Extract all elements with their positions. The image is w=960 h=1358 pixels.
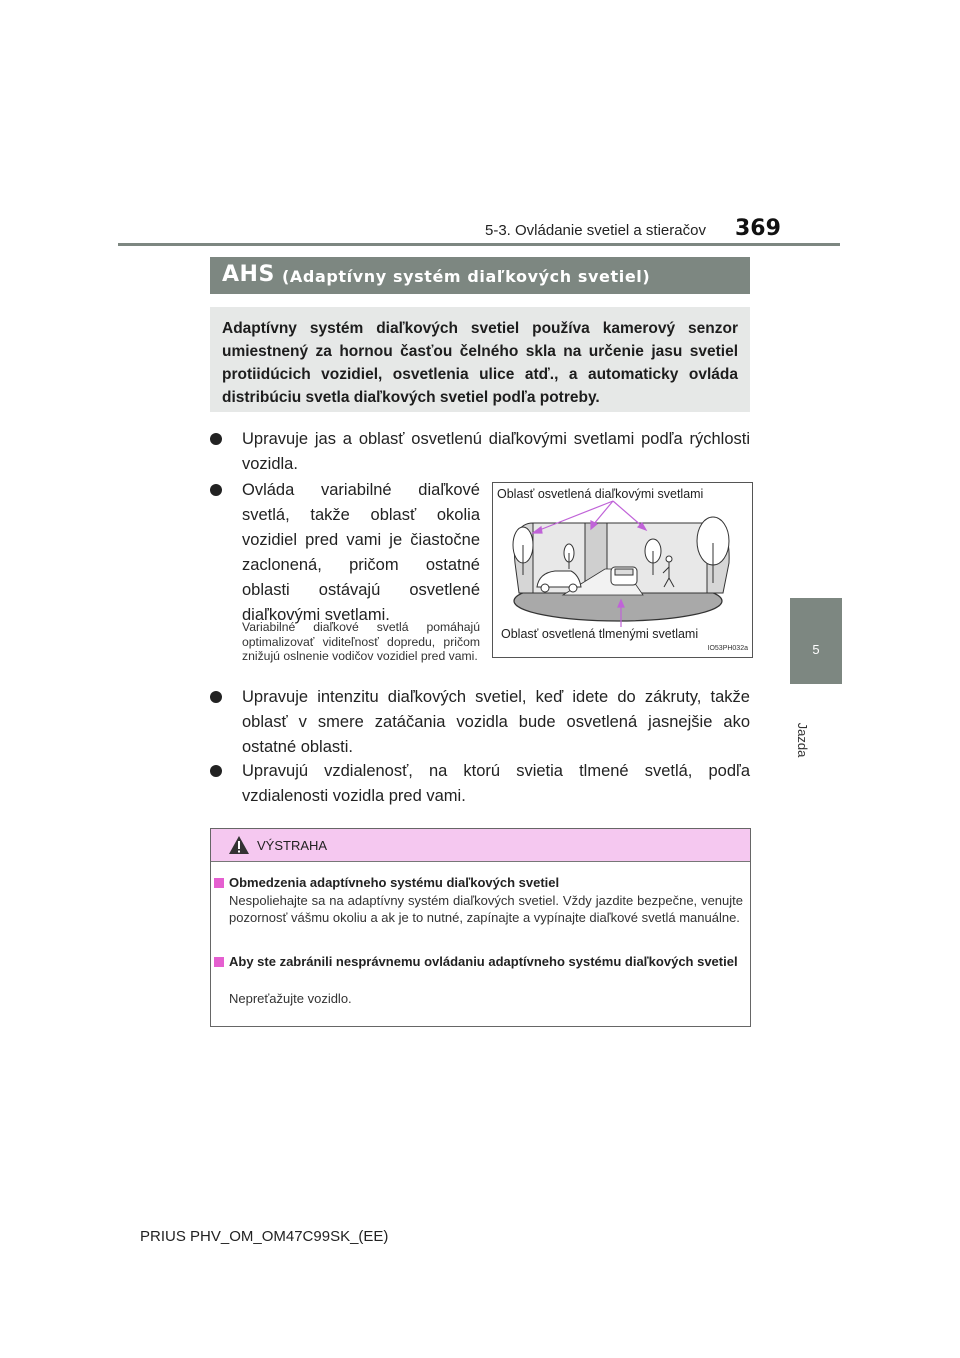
section-title-bar (210, 257, 750, 294)
warning-title: VÝSTRAHA (257, 838, 328, 853)
bullet-text: Upravuje intenzitu diaľkových svetiel, keď idete do zákruty, takže oblasť v smere zatáčania vozidla bude osvetlená jasnejšie ako ostatné oblasti. (242, 688, 750, 756)
bullet-dot-icon (210, 433, 222, 445)
warning-header (211, 829, 750, 862)
warning-box (210, 828, 751, 1027)
section-title-full: (Adaptívny systém diaľkových svetiel) (282, 267, 651, 286)
warning-item (214, 874, 744, 891)
square-bullet-icon (214, 957, 224, 967)
bullet-note: Variabilné diaľkové svetlá pomáhajú optimalizovať viditeľnosť dopredu, pričom znižujú oslnenie vodičov vozidiel pred vami. (242, 620, 480, 663)
bullet-item (210, 478, 480, 628)
chapter-number: 5 (812, 642, 820, 657)
warning-item-heading: Aby ste zabránili nesprávnemu ovládaniu adaptívneho systému diaľkových svetiel (229, 954, 738, 969)
document-code: PRIUS PHV_OM_OM47C99SK_(EE) (140, 1228, 389, 1245)
preceding-car (611, 567, 637, 585)
chapter-label: Jazda (795, 722, 810, 758)
warning-item-heading: Obmedzenia adaptívneho systému diaľkových svetiel (229, 875, 560, 890)
bullet-dot-icon (210, 691, 222, 703)
bullet-item (210, 685, 750, 760)
low-beam-area-label: Oblasť osvetlená tlmenými svetlami (501, 627, 699, 641)
intro-box (210, 307, 750, 412)
high-beam-area-label: Oblasť osvetlená diaľkovými svetlami (497, 487, 704, 501)
section-title-abbr: AHS (222, 262, 275, 287)
warning-item-body: Nespoliehajte sa na adaptívny systém diaľkových svetiel. Vždy jazdite bezpečne, venujte pozornosť vášmu okoliu a ak je to nutné, zapínajte a vypínajte diaľkové svetlá manuálne. (229, 893, 743, 925)
bullet-text: Ovláda variabilné diaľkové svetlá, takže oblasť okolia vozidiel pred vami je čiastočne zaclonená, pričom ostatné oblasti ostávajú osvetlené diaľkovými svetlami. (242, 481, 480, 624)
bullet-item (210, 759, 750, 809)
figure-code: IO53PH032a (707, 645, 748, 652)
bullet-dot-icon (210, 765, 222, 777)
bullet-text: Upravuje jas a oblasť osvetlenú diaľkovými svetlami podľa rýchlosti vozidla. (242, 430, 750, 473)
chapter-tab (790, 598, 842, 684)
headlight-illustration (492, 482, 753, 658)
bullet-item (210, 427, 750, 477)
bullet-text: Upravujú vzdialenosť, na ktorú svietia tlmené svetlá, podľa vzdialenosti vozidla pred vami. (242, 762, 750, 805)
header-divider (118, 243, 840, 246)
bullet-dot-icon (210, 484, 222, 496)
section-reference: 5-3. Ovládanie svetiel a stieračov (485, 222, 706, 239)
intro-text: Adaptívny systém diaľkových svetiel používa kamerový senzor umiestnený za hornou časťou čelného skla na určenie jasu svetiel protiidúcich vozidiel, osvetlenia ulice atď., a automaticky ovláda distribúciu svetla diaľkových svetiel podľa potreby. (222, 320, 738, 406)
square-bullet-icon (214, 878, 224, 888)
warning-item-body: Nepreťažujte vozidlo. (229, 991, 352, 1006)
warning-triangle-icon (228, 835, 250, 855)
warning-item (214, 953, 744, 970)
page-number: 369 (735, 216, 781, 241)
